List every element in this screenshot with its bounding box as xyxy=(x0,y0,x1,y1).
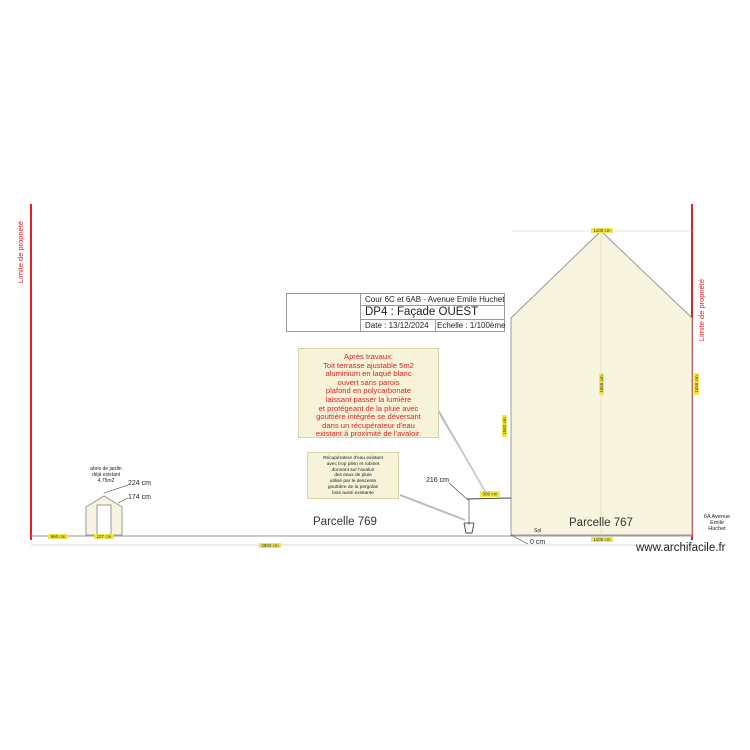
svg-text:2903 cm: 2903 cm xyxy=(261,543,279,548)
title-block-date: Date : 13/12/2024 xyxy=(361,320,436,331)
leader-pergola-216 xyxy=(449,483,468,500)
neighbor-address-line: 6A Avenue xyxy=(703,514,731,520)
dim-tag-house-width-top xyxy=(591,228,613,233)
note-red-line: Après travaux: xyxy=(344,352,393,361)
neighbor-address xyxy=(700,514,734,532)
svg-text:300 cm: 300 cm xyxy=(482,491,498,497)
note-red-line: gouttière intégrée se déversant xyxy=(316,412,421,422)
dim-shed-224: 224 cm xyxy=(128,480,151,487)
watermark: www.archifacile.fr xyxy=(636,542,726,554)
dim-tag-total-width xyxy=(259,543,281,548)
parcel-label-769: Parcelle 769 xyxy=(313,516,377,528)
note-red-line: existant à proximité de l'avaloir. xyxy=(315,429,422,439)
note-red-line: Toit terrasse ajustable 5m2 xyxy=(323,360,414,370)
shed-label-line: 4.75m2 xyxy=(97,478,115,484)
svg-text:1656 cm: 1656 cm xyxy=(694,375,699,393)
svg-text:227 cm: 227 cm xyxy=(96,534,112,539)
dim-tag-house-height-mid xyxy=(599,373,604,395)
dim-tag-shed-width xyxy=(94,534,114,539)
dim-ground-0: 0 cm xyxy=(530,539,546,546)
title-block-logo-cell xyxy=(287,294,361,331)
dim-pergola-216: 216 cm xyxy=(426,477,449,484)
dim-tag-house-width-bottom xyxy=(591,537,613,542)
leader-shed-174 xyxy=(118,498,128,503)
shed-label xyxy=(82,466,130,484)
title-block-address: Cour 6C et 6AB - Avenue Emile Huchet xyxy=(361,294,504,306)
note-red-line: dans un récupérateur d'eau xyxy=(322,420,415,430)
note-black-line: bois aussi existante xyxy=(332,490,374,496)
dim-tag-left-gap xyxy=(48,534,68,539)
neighbor-address-line: Emile xyxy=(710,520,724,526)
note-red-line: aluminium en laqué blanc xyxy=(325,369,412,379)
shed-label-line: déjà existant xyxy=(91,472,121,478)
property-limit-label-right: Limite de propriété xyxy=(697,278,706,342)
neighbor-address-line: Huchet xyxy=(708,526,726,532)
dim-tag-house-height-right xyxy=(694,373,699,395)
leader-shed-224 xyxy=(104,485,128,493)
svg-text:1100 cm: 1100 cm xyxy=(593,228,611,233)
note-red-line: ouvert sans parois xyxy=(337,377,400,387)
title-block xyxy=(286,293,505,332)
svg-text:1063 cm: 1063 cm xyxy=(502,417,507,435)
note-after-works xyxy=(298,348,439,438)
svg-text:960 cm: 960 cm xyxy=(50,534,66,539)
ground-label: Sol xyxy=(534,528,542,534)
note-red-line: plafond en polycarbonate xyxy=(325,386,412,396)
title-block-title: DP4 : Façade OUEST xyxy=(361,306,504,320)
title-block-scale: Echelle : 1/100ème xyxy=(437,321,506,330)
parcel-label-767: Parcelle 767 xyxy=(569,517,633,529)
shed-door xyxy=(97,505,111,535)
svg-text:1656 cm: 1656 cm xyxy=(599,375,604,393)
pergola-roof xyxy=(467,498,511,499)
property-limit-label-left: Limite de propriété xyxy=(16,220,25,284)
note-water-collector xyxy=(307,452,399,499)
leader-note-black xyxy=(400,495,465,520)
svg-text:1100 cm: 1100 cm xyxy=(593,537,611,542)
dim-tag-house-height-left xyxy=(502,415,507,437)
note-black-line: avec trop plein et robinet xyxy=(326,461,380,467)
note-black-line: gouttière de la pergolas xyxy=(327,484,379,490)
note-black-line: donnant sur l'avaloir xyxy=(331,467,375,473)
shed-label-line: abris de jardin xyxy=(90,466,122,472)
leader-note-red-b xyxy=(440,416,488,496)
dim-tag-pergola-width xyxy=(480,491,500,497)
note-red-line: et protégeant de la pluie avec xyxy=(318,403,419,413)
note-black-line: Récupérateur d'eau existant xyxy=(323,456,383,461)
dim-shed-174: 174 cm xyxy=(128,494,151,501)
note-red-line: laissant passer la lumière xyxy=(325,394,412,404)
note-black-line: utilisé par le descente xyxy=(329,479,377,485)
note-black-line: des eaux de pluie xyxy=(334,473,372,479)
